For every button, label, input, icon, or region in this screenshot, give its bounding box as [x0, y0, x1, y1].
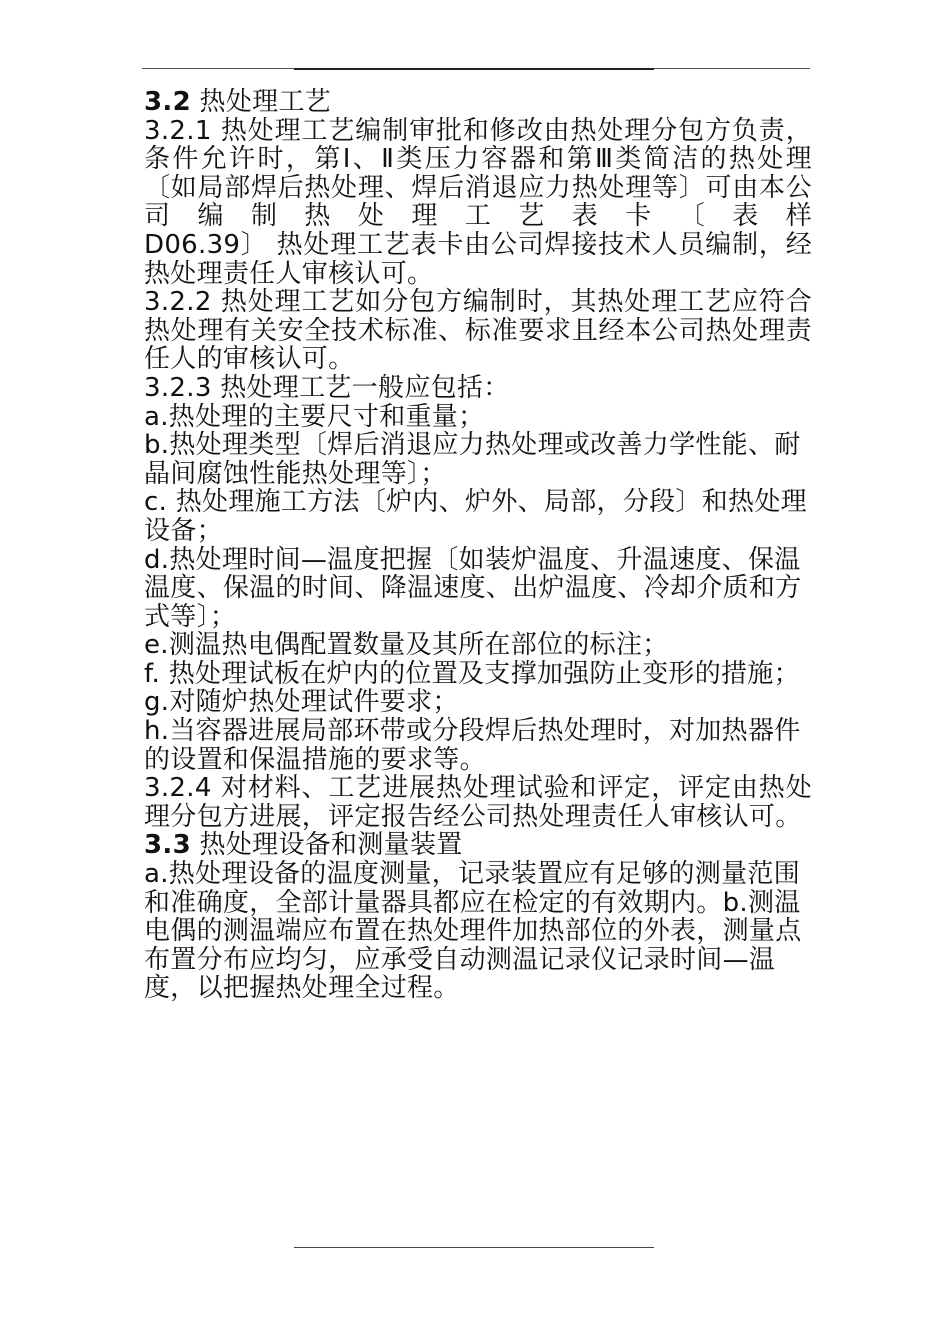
document-body [144, 88, 812, 1003]
list-item-d: d.热处理时间—温度把握〔如装炉温度、升温速度、保温温度、保温的时间、降温速度、出炉温度、冷却介质和方式等〕； [144, 544, 802, 632]
list-item-g: g.对随炉热处理试件要求； [144, 687, 459, 718]
header-rule-center [294, 68, 654, 70]
list-item-f: f. 热处理试板在炉内的位置及支撑加强防止变形的措施； [144, 658, 800, 689]
paragraph-3-2-1: 3.2.1 热处理工艺编制审批和修改由热处理分包方负责，条件允许时，第Ⅰ、Ⅱ类压力容器和第Ⅲ类简洁的热处理〔如局部焊后热处理、焊后消退应力热处理等〕可由本公司编制热处理工艺表卡〔表样 [144, 115, 812, 232]
paragraph-3-2-4: 3.2.4 对材料、工艺进展热处理试验和评定，评定由热处理分包方进展，评定报告经公司热处理责任人审核认可。 [144, 773, 812, 832]
list-item-h: h.当容器进展局部环带或分段焊后热处理时，对加热器件的设置和保温措施的要求等。 [144, 716, 801, 775]
section-heading-3-3 [144, 831, 812, 860]
list-item-c: c. 热处理施工方法〔炉内、炉外、局部，分段〕和热处理设备； [144, 487, 807, 546]
footer-rule [294, 1247, 654, 1248]
section-title: 热处理设备和测量装置 [199, 830, 463, 861]
list-item-a: a.热处理的主要尺寸和重量； [144, 401, 485, 432]
list-item-e: e.测温热电偶配置数量及其所在部位的标注； [144, 630, 669, 661]
paragraph-3-3: a.热处理设备的温度测量，记录装置应有足够的测量范围和准确度，全部计量器具都应在检定的有效期内。b.测温电偶的测温端应布置在热处理件加热部位的外表，测量点布置分布应均匀，应承受自动测温记录仪记录时间—温度，以把握热处理全过程。 [144, 859, 802, 1004]
section-number: 3.3 [144, 830, 191, 861]
paragraph-3-2-1-cont: D06.39〕 热处理工艺表卡由公司焊接技术人员编制，经热处理责任人审核认可。 [144, 229, 812, 289]
section-number: 3.2 [144, 87, 191, 117]
list-item-b: b.热处理类型〔焊后消退应力热处理或改善力学性能、耐晶间腐蚀性能热处理等〕； [144, 430, 801, 489]
section-heading-3-2 [144, 88, 812, 117]
section-title: 热处理工艺 [199, 87, 332, 117]
paragraph-3-2-3: 3.2.3 热处理工艺一般应包括： [144, 372, 510, 403]
paragraph-3-2-2: 3.2.2 热处理工艺如分包方编制时，其热处理工艺应符合热处理有关安全技术标准、标准要求且经本公司热处理责任人的审核认可。 [144, 287, 812, 375]
